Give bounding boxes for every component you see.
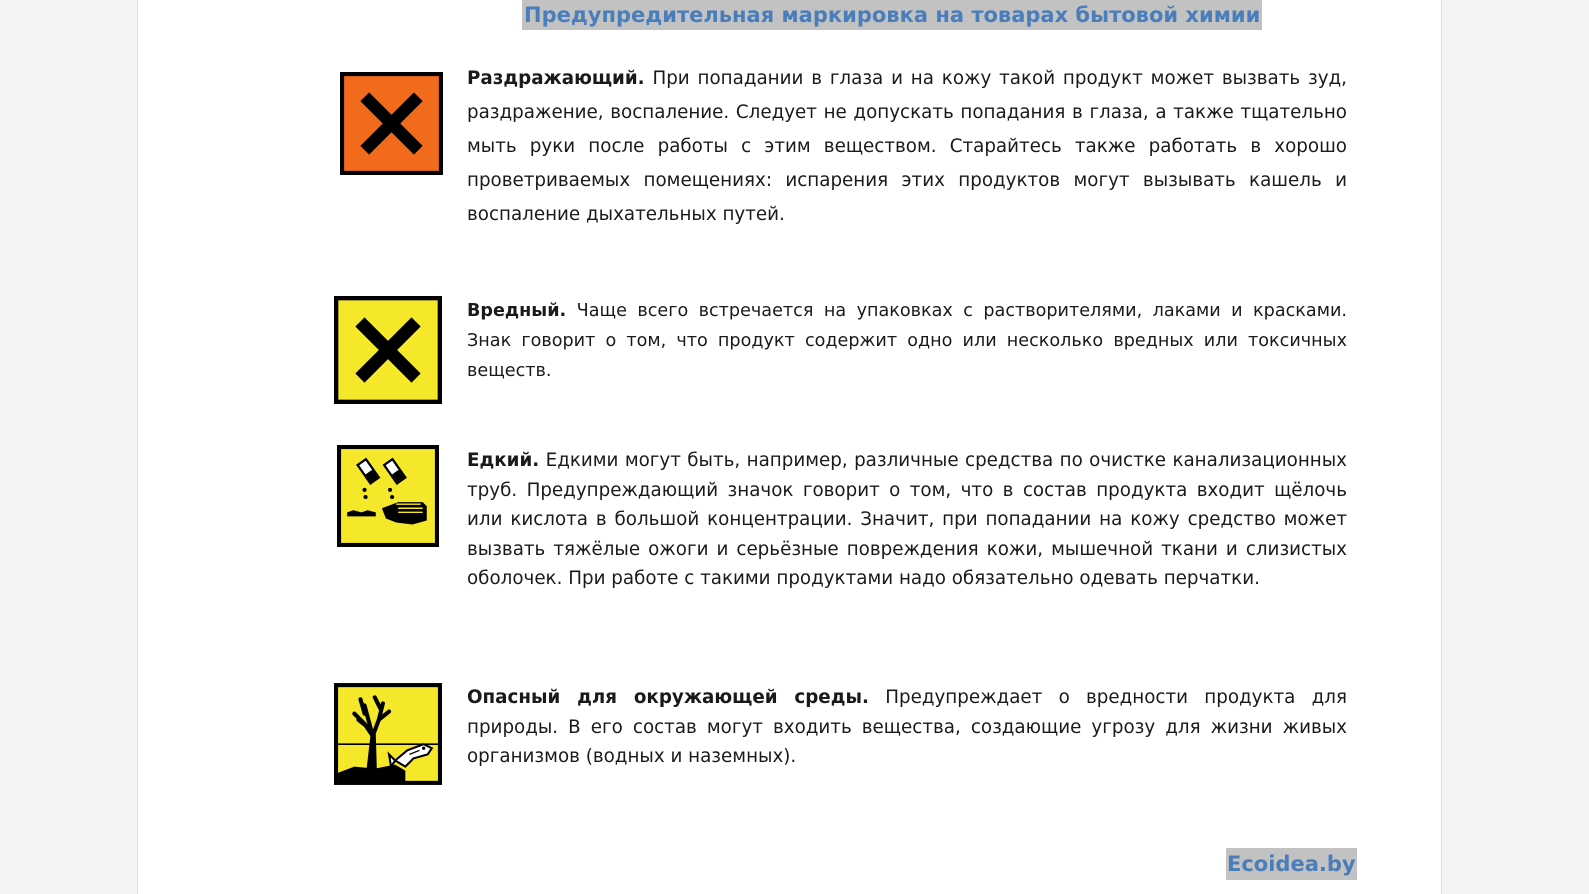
source-credit: Ecoidea.by: [1226, 848, 1357, 880]
harmful-x-icon: [334, 296, 442, 404]
document-title: Предупредительная маркировка на товарах бытовой химии: [522, 0, 1262, 30]
section-harmful-text: Чаще всего встречается на упаковках с растворителями, лаками и красками. Знак говорит о том, что продукт содержит одно или несколько вредных или токсичных веществ.: [467, 301, 1347, 381]
section-environment-text: Предупреждает о вредности продукта для природы. В его состав могут входить вещества, создающие угрозу для жизни живых организмов (водных и наземных).: [467, 687, 1347, 768]
section-harmful: [467, 296, 1347, 386]
section-corrosive-term: Едкий.: [467, 450, 540, 471]
environment-hazard-icon: [334, 683, 442, 785]
section-irritant: [467, 62, 1347, 232]
section-environment-term: Опасный для окружающей среды.: [467, 687, 869, 708]
section-environment: [467, 683, 1347, 772]
section-harmful-term: Вредный.: [467, 301, 567, 321]
corrosive-icon: [337, 445, 439, 547]
section-irritant-text: При попадании в глаза и на кожу такой продукт может вызвать зуд, раздражение, воспаление. Следует не допускать попадания в глаза, а также тщательно мыть руки после работы с этим веществом. Старайтесь также работать в хорошо проветриваемых помещениях: испарения этих продуктов могут вызывать кашель и воспаление дыхательных путей.: [467, 68, 1347, 225]
section-irritant-term: Раздражающий.: [467, 68, 645, 89]
irritant-x-icon: [340, 72, 443, 175]
section-corrosive-text: Едкими могут быть, например, различные средства по очистке канализационных труб. Предупреждающий значок говорит о том, что в состав продукта входит щёлочь или кислота в большой концентрации. Значит, при попадании на кожу средство может вызвать тяжёлые ожоги и серьёзные повреждения кожи, мышечной ткани и слизистых оболочек. При работе с такими продуктами надо обязательно одевать перчатки.: [467, 450, 1347, 590]
section-corrosive: [467, 446, 1347, 594]
